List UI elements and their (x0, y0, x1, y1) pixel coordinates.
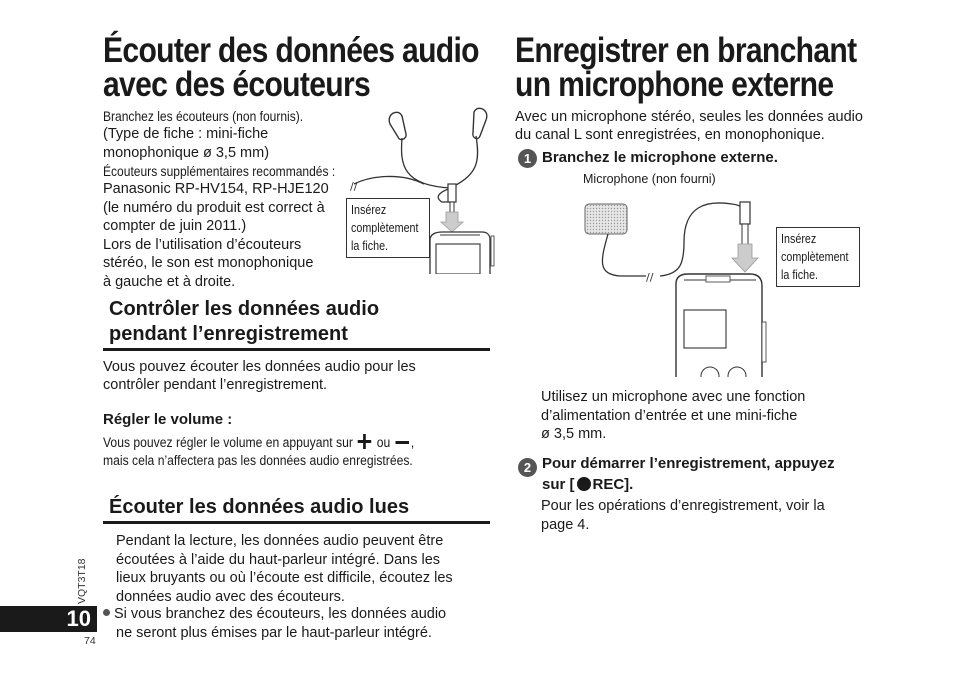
volume-subheading: Régler le volume : (103, 411, 233, 428)
playback-body-line: données audio avec des écouteurs. (116, 588, 345, 605)
volume-text-line2: mais cela n’affectera pas les données audio enregistrées. (103, 453, 413, 468)
callout-line: Insérez (351, 203, 387, 217)
intro-line: monophonique ø 3,5 mm) (103, 144, 270, 161)
section-playback-body (116, 532, 453, 606)
section-playback-title: Écouter les données audio lues (109, 496, 410, 518)
step2-title-a: sur [ (542, 476, 575, 493)
intro-line: Lors de l’utilisation d’écouteurs (103, 236, 302, 253)
step2-title-b: REC]. (592, 476, 634, 493)
step1-note (541, 388, 805, 444)
intro-line: Écouteurs supplémentaires recommandés : (103, 163, 336, 179)
callout-line: complètement (351, 221, 419, 235)
section-monitor-rule (103, 348, 490, 351)
svg-text://: // (646, 271, 654, 284)
page-number-tab (0, 606, 97, 632)
section-monitor-body-line1: Vous pouvez écouter les données audio pour les (103, 359, 416, 375)
volume-text-a: Vous pouvez régler le volume en appuyant sur (103, 435, 353, 450)
page-number: 10 (66, 606, 91, 631)
callout-line: la fiche. (351, 239, 389, 253)
playback-bullet (103, 605, 446, 624)
insert-plug-callout-left (346, 198, 430, 258)
intro-line: (Type de fiche : mini-fiche (103, 126, 269, 142)
right-page-title-line2: un microphone externe (515, 65, 834, 104)
bullet-line1: Si vous branchez des écouteurs, les données audio (114, 606, 447, 622)
step2-body-line1: Pour les opérations d’enregistrement, voir la (541, 498, 825, 514)
section-monitor-title-line2: pendant l’enregistrement (109, 323, 348, 345)
intro-line: stéréo, le son est monophonique (103, 255, 314, 271)
record-dot-icon (577, 477, 591, 491)
playback-body-line: écoutées à l’aide du haut-parleur intégré. Dans les (116, 551, 441, 568)
step2-title-line2 (542, 476, 633, 493)
right-intro-line2: du canal L sont enregistrées, en monophonique. (515, 127, 825, 143)
volume-text-c: , (410, 435, 415, 450)
intro-line: à gauche et à droite. (103, 273, 236, 290)
insert-plug-callout-right (776, 227, 860, 287)
microphone-label: Microphone (non fourni) (583, 172, 716, 186)
step2-body-line2: page 4. (541, 517, 590, 533)
step1-note-line: ø 3,5 mm. (541, 426, 607, 442)
section-monitor-title-line1: Contrôler les données audio (109, 298, 380, 320)
callout-line: complètement (781, 250, 849, 264)
plus-icon (358, 434, 372, 449)
volume-text-line1 (103, 434, 449, 452)
step1-title: Branchez le microphone externe. (542, 149, 778, 166)
svg-text://: // (350, 180, 358, 193)
left-intro-text (103, 107, 343, 291)
playback-body-line: lieux bruyants ou où l’écoute est difficile, écoutez les (116, 570, 453, 586)
callout-line: la fiche. (781, 268, 819, 282)
intro-line: (le numéro du produit est correct à (103, 199, 325, 216)
left-page-title-line2: avec des écouteurs (103, 65, 371, 104)
step2-badge: 2 (518, 458, 537, 477)
intro-line: compter de juin 2011.) (103, 218, 247, 234)
intro-line: Branchez les écouteurs (non fournis). (103, 108, 304, 124)
sub-page-number: 74 (84, 635, 96, 647)
section-playback-rule (103, 521, 490, 524)
right-intro-line1: Avec un microphone stéréo, seules les données audio (515, 109, 863, 125)
left-page-title-line1: Écouter des données audio (103, 31, 479, 70)
right-page-title-line1: Enregistrer en branchant (515, 31, 857, 70)
step1-badge: 1 (518, 149, 537, 168)
step2-title-line1: Pour démarrer l’enregistrement, appuyez (542, 455, 835, 472)
doc-code: VQT3T18 (76, 558, 88, 604)
callout-line: Insérez (781, 232, 817, 246)
playback-body-line: Pendant la lecture, les données audio peuvent être (116, 533, 444, 549)
intro-line: Panasonic RP-HV154, RP-HJE120 (103, 181, 329, 197)
volume-text-b: ou (376, 435, 391, 450)
step1-note-line: Utilisez un microphone avec une fonction (541, 389, 806, 405)
playback-bullet-line2: ne seront plus émises par le haut-parleur intégré. (116, 625, 432, 641)
section-monitor-body-line2: contrôler pendant l’enregistrement. (103, 377, 328, 393)
step1-note-line: d’alimentation d’entrée et une mini-fiche (541, 407, 798, 424)
minus-icon (396, 441, 410, 444)
bullet-icon (103, 609, 110, 616)
